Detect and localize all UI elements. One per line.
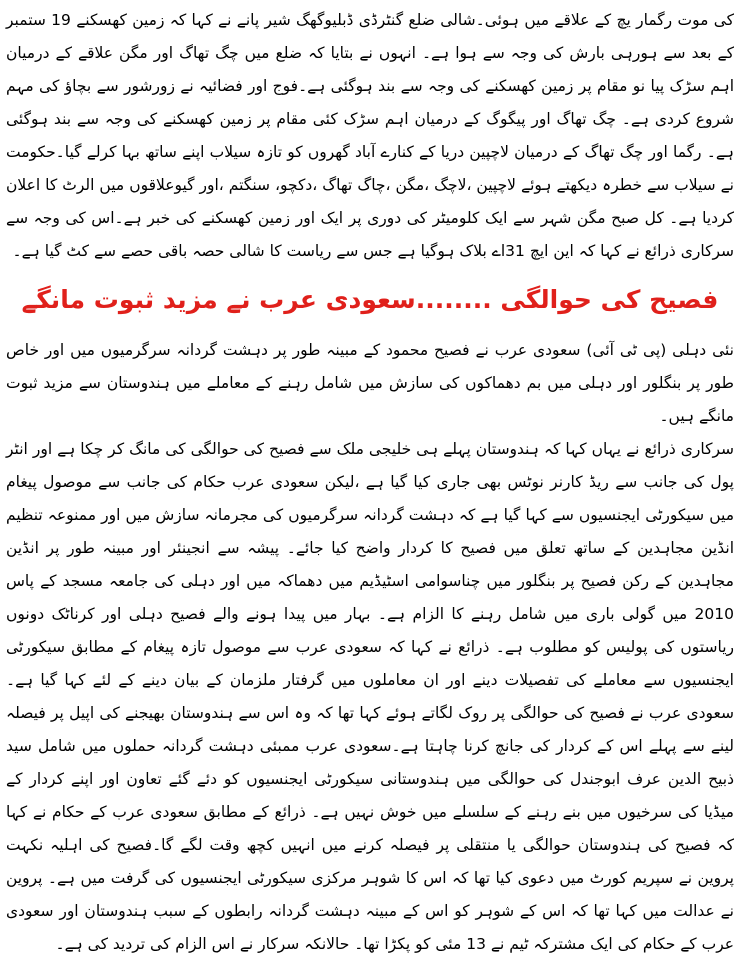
article-paragraph: سرکاری ذرائع نے یہاں کہا کہ ہندوستان پہلے ہی خلیجی ملک سے فصیح کی حوالگی کی مانگ کر چکا ہے اور انٹر پول کی جانب سے ریڈ کارنر نوٹس بھی جاری کیا گیا ہے ،لیکن سعودی عرب حکام کی جانب سے موصول پیغام میں سیکورٹی ایجنسیوں سے کہا گیا ہے کہ دہشت گردانہ سرگرمیوں کی مجرمانہ سازش میں اور ممنوعہ تنظیم انڈین مجاہدین کے ساتھ تعلق میں فصیح کا کردار واضح کیا جائے۔ پیشہ سے انجینئر اور مبینہ طور پر انڈین مجاہدین کے رکن فصیح پر بنگلور میں چناسوامی اسٹیڈیم میں دھماکہ میں اور دہلی کی جامعہ مسجد کے پاس 2010 میں گولی باری میں شامل رہنے کا الزام ہے۔ بہار میں پیدا ہونے والے فصیح دہلی اور کرناٹک دونوں ریاستوں کی پولیس کو مطلوب ہے۔ ذرائع نے کہا کہ سعودی عرب سے موصول تازہ پیغام کے مطابق سیکورٹی ایجنسیوں سے معاملے کی تفصیلات دینے اور ان معاملوں میں گرفتار ملزمان کے بیان دینے کے لئے کہا گیا ہے۔سعودی عرب نے فصیح کی حوالگی پر روک لگاتے ہوئے کہا تھا کہ وہ اس سے ہندوستان بھیجنے کی اپیل پر فیصلہ لینے سے پہلے اس کے کردار کی جانچ کرنا چاہتا ہے۔سعودی عرب ممبئی دہشت گردانہ حملوں میں شامل سید ذبیح الدین عرف ابوجندل کی حوالگی میں ہندوستانی سیکورٹی ایجنسیوں کو دئے گئے تعاون اور اپنے کردار کے میڈیا کی سرخیوں میں بنے رہنے کے سلسلے میں خوش نہیں ہے۔ ذرائع کے مطابق سعودی عرب کے حکام نے کہا کہ فصیح کی ہندوستان حوالگی یا منتقلی پر فیصلہ کرنے میں انہیں کچھ وقت لگے گا۔فصیح کی اہلیہ نکہت پروین نے سپریم کورٹ میں دعوی کیا تھا کہ اس کا شوہر مرکزی سیکورٹی ایجنسیوں کی گرفت میں ہے۔ پروین نے عدالت میں کہا تھا کہ اس کے شوہر کو اس کے مبینہ دہشت گردانہ رابطوں کے سبب ہندوستان اور سعودی عرب کے حکام کی ایک مشترکہ ٹیم نے 13 مئی کو پکڑا تھا۔ حالانکہ سرکار نے اس الزام کی تردید کی ہے۔ — [6, 440, 734, 953]
article-headline: فصیح کی حوالگی ........سعودی عرب نے مزید ثبوت مانگے — [21, 285, 719, 314]
article-paragraph: نئی دہلی (پی ٹی آئی) سعودی عرب نے فصیح محمود کے مبینہ طور پر دہشت گردانہ سرگرمیوں میں اور خاص طور پر بنگلور اور دہلی میں بم دھماکوں کی سازش میں شامل رہنے کے معاملے میں ہندوستان سے مزید ثبوت مانگے ہیں۔ — [6, 341, 734, 425]
article-top-paragraph: کی موت رگمار یچ کے علاقے میں ہوئی۔شالی ضلع گنٹرڈی ڈبلیوگھگ شیر پانے نے کہا کہ زمین کھسکنے 19 ستمبر کے بعد سے ہورہی بارش کی وجہ سے ہوا ہے۔ انہوں نے بتایا کہ ضلع میں چگ تھاگ اور مگن علاقے کے درمیان اہم سڑک پیا نو مقام پر زمین کھسکنے کی وجہ سے بند ہوگئی ہے۔فوج اور فضائیہ نے زورشور سے بچاؤ کی مہم شروع کردی ہے۔ چگ تھاگ اور پیگوگ کے درمیان اہم سڑک کئی مقام پر زمین کھسکنے کی وجہ سے بند ہوگئی ہے۔ رگما اور چگ تھاگ کے درمیان لاچپین دریا کے کنارے آباد گھروں کو تازہ سیلاب اپنے ساتھ بہا کرلے گیا۔حکومت نے سیلاب سے خطرہ دیکھتے ہوئے لاچپین ،لاچگ ،مگن ،چاگ تھاگ ،دکچو، سنگتم ،اور گیوعلاقوں میں الرٹ کا اعلان کردیا ہے۔ کل صبح مگن شہر سے ایک کلومیٹر کی دوری پر ایک اور زمین کھسکنے کی خبر ہے۔اس کی وجہ سے سرکاری ذرائع نے کہا کہ این ایچ 31اے بلاک ہوگیا ہے جس سے ریاست کا شالی حصہ باقی حصے سے کٹ گیا ہے۔ — [6, 11, 734, 260]
